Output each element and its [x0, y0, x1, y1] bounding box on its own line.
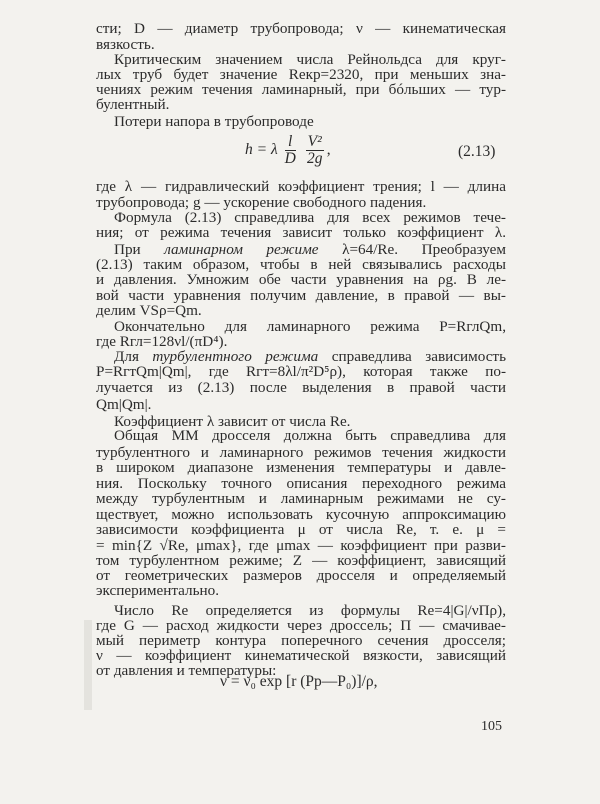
- text-line: ния. Поскольку точного описания переходного режима: [96, 475, 506, 492]
- text-line: сти; D — диаметр трубопровода; ν — кинематическая: [96, 20, 506, 37]
- paragraph-start: Число Re определяется из формулы Re=4|G|/νПρ),: [114, 602, 506, 619]
- text-line: мый периметр контура поперечного сечения дросселя;: [96, 632, 506, 649]
- text-line: булентный.: [96, 96, 170, 113]
- italic-term: турбулентного режима: [152, 348, 319, 365]
- text-span: λ=64/Re. Преобразуем: [342, 241, 507, 258]
- text-line: делим VSρ=Qm.: [96, 302, 202, 319]
- text-line: лых труб будет значение Reкр=2320, при меньших зна-: [96, 66, 506, 83]
- fraction-v2-over-2g: [306, 134, 324, 167]
- text-span: Для: [114, 348, 139, 365]
- paragraph-start: Коэффициент λ зависит от числа Re.: [114, 413, 351, 430]
- formula-lhs: h = λ: [245, 141, 278, 159]
- text-line: P=RгтQm|Qm|, где Rгт=8λl/π²D⁵ρ), которая также по-: [96, 363, 506, 380]
- text-line: лучается из (2.13) после выделения в правой части: [96, 379, 506, 396]
- text-span: справедлива зависимость: [331, 348, 506, 365]
- text-line: ществует, можно использовать кусочную аппроксимацию: [96, 506, 506, 523]
- paragraph-start: Формула (2.13) справедлива для всех режимов тече-: [114, 209, 506, 226]
- text-span: При: [114, 241, 141, 258]
- paragraph-start: Окончательно для ламинарного режима P=RглQm,: [114, 318, 506, 335]
- text-line: чениях режим течения ламинарный, при бóльших — тур-: [96, 81, 506, 98]
- scan-shadow: [84, 620, 92, 710]
- page-number: 105: [481, 719, 502, 734]
- text-line: (2.13) таким образом, чтобы в ней связывались расходы: [96, 256, 506, 273]
- text-line: где Rгл=128νl/(πD⁴).: [96, 333, 228, 350]
- text-line: ния; от режима течения зависит только коэффициент λ.: [96, 224, 506, 241]
- text-line: = min{Z √Re, μmax}, где μmax — коэффициент при разви-: [96, 537, 506, 554]
- text-line: ν — коэффициент кинематической вязкости, зависящий: [96, 647, 506, 664]
- text-line: зависимости коэффициента μ от числа Re, т. е. μ =: [96, 521, 506, 538]
- paragraph-start: Общая ММ дросселя должна быть справедлива для: [114, 427, 506, 444]
- formula-viscosity: ν = ν₀ exp [r (Pр—P₀)]/ρ,: [220, 673, 378, 690]
- equation-number: (2.13): [458, 143, 496, 160]
- denominator: 2g: [306, 150, 323, 167]
- text-line: в широком диапазоне изменения температуры и давле-: [96, 459, 506, 476]
- formula-comma: ,: [326, 141, 331, 159]
- text-line: от геометрических размеров дросселя и определяемый: [96, 567, 506, 584]
- paragraph-start: Критическим значением числа Рейнольдса для круг-: [114, 51, 506, 68]
- paragraph-start: Потери напора в трубопроводе: [114, 113, 314, 130]
- text-line: где G — расход жидкости через дроссель; П — смачивае-: [96, 617, 506, 634]
- text-line: турбулентного и ламинарного режимов течения жидкости: [96, 444, 506, 461]
- text-line: вой части уравнения получим давление, в правой — вы-: [96, 287, 506, 304]
- numerator: l: [285, 134, 296, 151]
- text-line: Qm|Qm|.: [96, 396, 152, 413]
- text-line: от давления и температуры:: [96, 662, 277, 679]
- text-line: трубопровода; g — ускорение свободного падения.: [96, 194, 427, 211]
- denominator: D: [284, 150, 296, 167]
- text-line: и давления. Умножим обе части уравнения на ρg. В ле-: [96, 271, 506, 288]
- fraction-l-over-d: [285, 134, 296, 167]
- text-line: экспериментально.: [96, 582, 220, 599]
- text-line: вязкость.: [96, 36, 155, 53]
- italic-term: ламинарном режиме: [164, 241, 319, 258]
- text-line: том турбулентном режиме; Z — коэффициент, зависящий: [96, 552, 506, 569]
- numerator: V²: [307, 133, 322, 150]
- formula-head-loss: [245, 134, 331, 167]
- text-line: между турбулентным и ламинарным режимами не су-: [96, 490, 506, 507]
- text-line: где λ — гидравлический коэффициент трения; l — длина: [96, 178, 506, 195]
